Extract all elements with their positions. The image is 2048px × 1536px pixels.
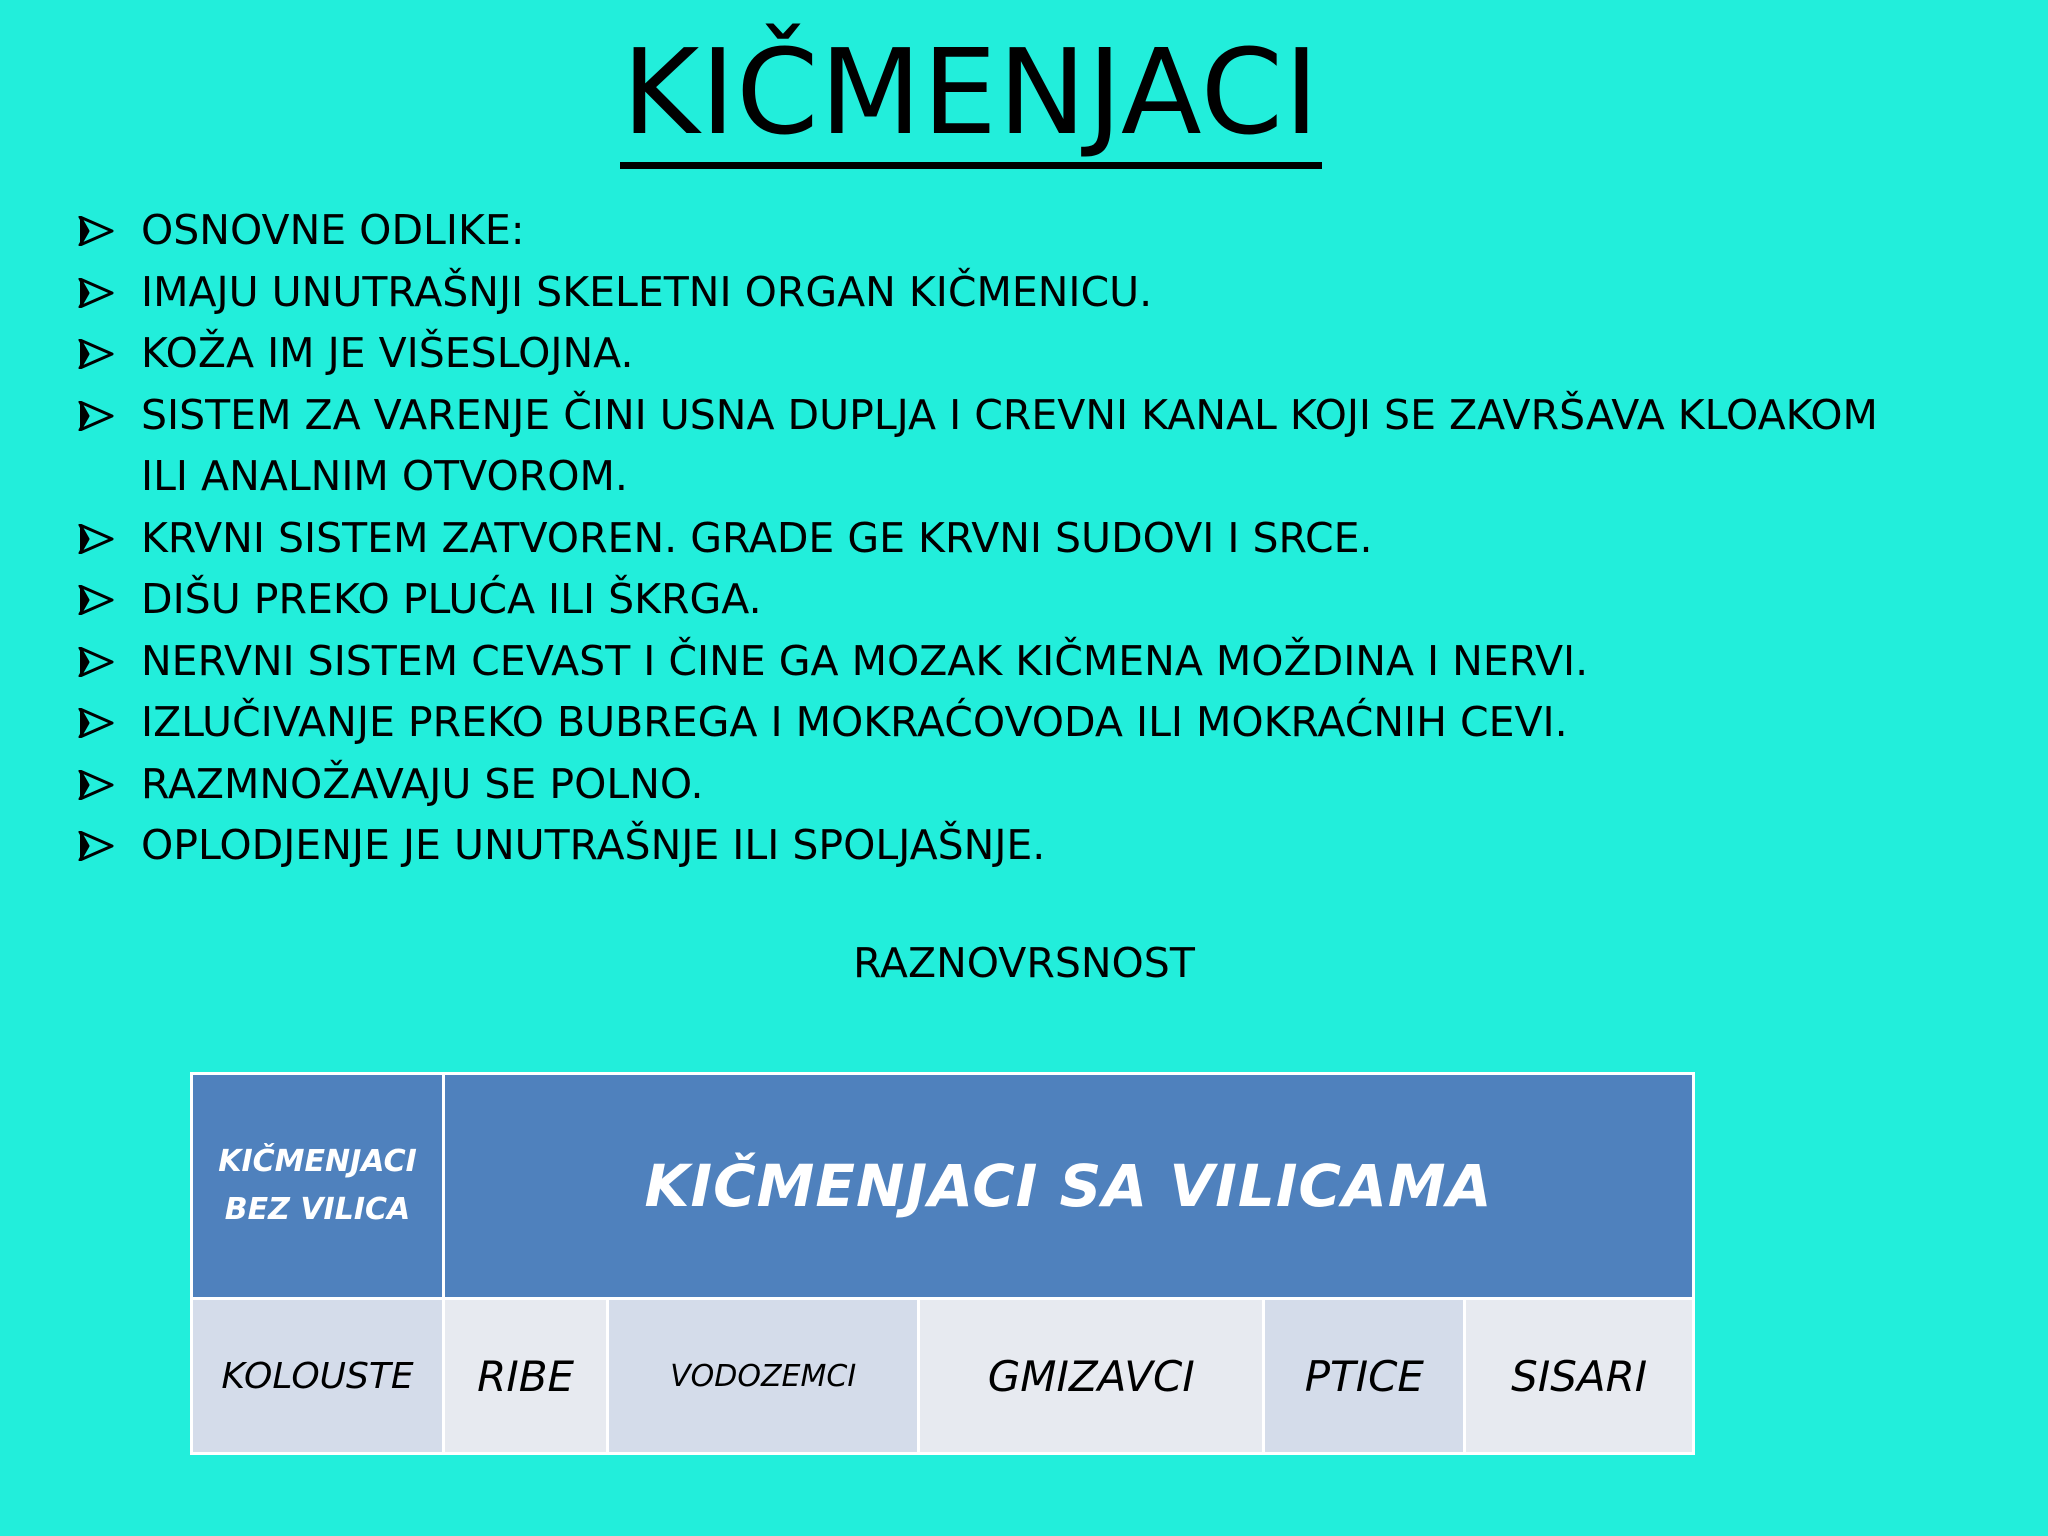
- header-jawless-line1: KIČMENJACI: [218, 1144, 417, 1179]
- list-item: [78, 692, 2008, 754]
- arrowhead-bullet-icon: [78, 770, 114, 800]
- list-item-continuation: [78, 446, 2008, 508]
- list-item: [78, 508, 2008, 570]
- list-item-text: NERVNI SISTEM CEVAST I ČINE GA MOZAK KIČMENA MOŽDINA I NERVI.: [141, 636, 1589, 685]
- arrowhead-bullet-icon: [78, 278, 114, 308]
- list-item-text: OPLODJENJE JE UNUTRAŠNJE ILI SPOLJAŠNJE.: [141, 821, 1046, 869]
- list-item: [78, 262, 2008, 324]
- list-item-text: DIŠU PREKO PLUĆA ILI ŠKRGA.: [141, 575, 762, 623]
- table-row: [192, 1299, 1694, 1454]
- list-item: [78, 323, 2008, 385]
- list-item: [78, 631, 2008, 693]
- diversity-table: [190, 1072, 1695, 1455]
- header-jawless: [192, 1074, 444, 1299]
- arrowhead-bullet-icon: [78, 831, 114, 861]
- table-cell: GMIZAVCI: [919, 1299, 1264, 1454]
- table-cell: RIBE: [444, 1299, 608, 1454]
- list-item-text: OSNOVNE ODLIKE:: [141, 206, 525, 254]
- table-cell: KOLOUSTE: [192, 1299, 444, 1454]
- list-item-text: RAZMNOŽAVAJU SE POLNO.: [141, 759, 704, 808]
- header-jawed: KIČMENJACI SA VILICAMA: [444, 1074, 1694, 1299]
- arrowhead-bullet-icon: [78, 647, 114, 677]
- table-cell: PTICE: [1264, 1299, 1465, 1454]
- list-item: [78, 754, 2008, 816]
- table-cell: VODOZEMCI: [608, 1299, 919, 1454]
- section-subtitle: RAZNOVRSNOST: [853, 939, 1195, 987]
- arrowhead-bullet-icon: [78, 339, 114, 369]
- table-cell: SISARI: [1465, 1299, 1694, 1454]
- arrowhead-bullet-icon: [78, 708, 114, 738]
- arrowhead-bullet-icon: [78, 401, 114, 431]
- list-item: [78, 200, 2008, 262]
- list-item-text: IZLUČIVANJE PREKO BUBREGA I MOKRAĆOVODA ILI MOKRAĆNIH CEVI.: [141, 698, 1568, 746]
- list-item-text: ILI ANALNIM OTVOROM.: [141, 452, 628, 500]
- page-title: KIČMENJACI: [620, 22, 1322, 169]
- list-item-text: KOŽA IM JE VIŠESLOJNA.: [141, 329, 634, 377]
- list-item: [78, 815, 2008, 877]
- list-item: [78, 385, 2008, 447]
- list-item-text: IMAJU UNUTRAŠNJI SKELETNI ORGAN KIČMENICU.: [141, 267, 1153, 316]
- list-item-text: SISTEM ZA VARENJE ČINI USNA DUPLJA I CREVNI KANAL KOJI SE ZAVRŠAVA KLOAKOM: [141, 390, 1878, 439]
- list-item: [78, 569, 2008, 631]
- header-jawless-line2: BEZ VILICA: [224, 1192, 411, 1227]
- list-item-text: KRVNI SISTEM ZATVOREN. GRADE GE KRVNI SUDOVI I SRCE.: [141, 513, 1373, 562]
- arrowhead-bullet-icon: [78, 585, 114, 615]
- arrowhead-bullet-icon: [78, 216, 114, 246]
- arrowhead-bullet-icon: [78, 524, 114, 554]
- features-list: [78, 200, 2008, 877]
- table-header-row: [192, 1074, 1694, 1299]
